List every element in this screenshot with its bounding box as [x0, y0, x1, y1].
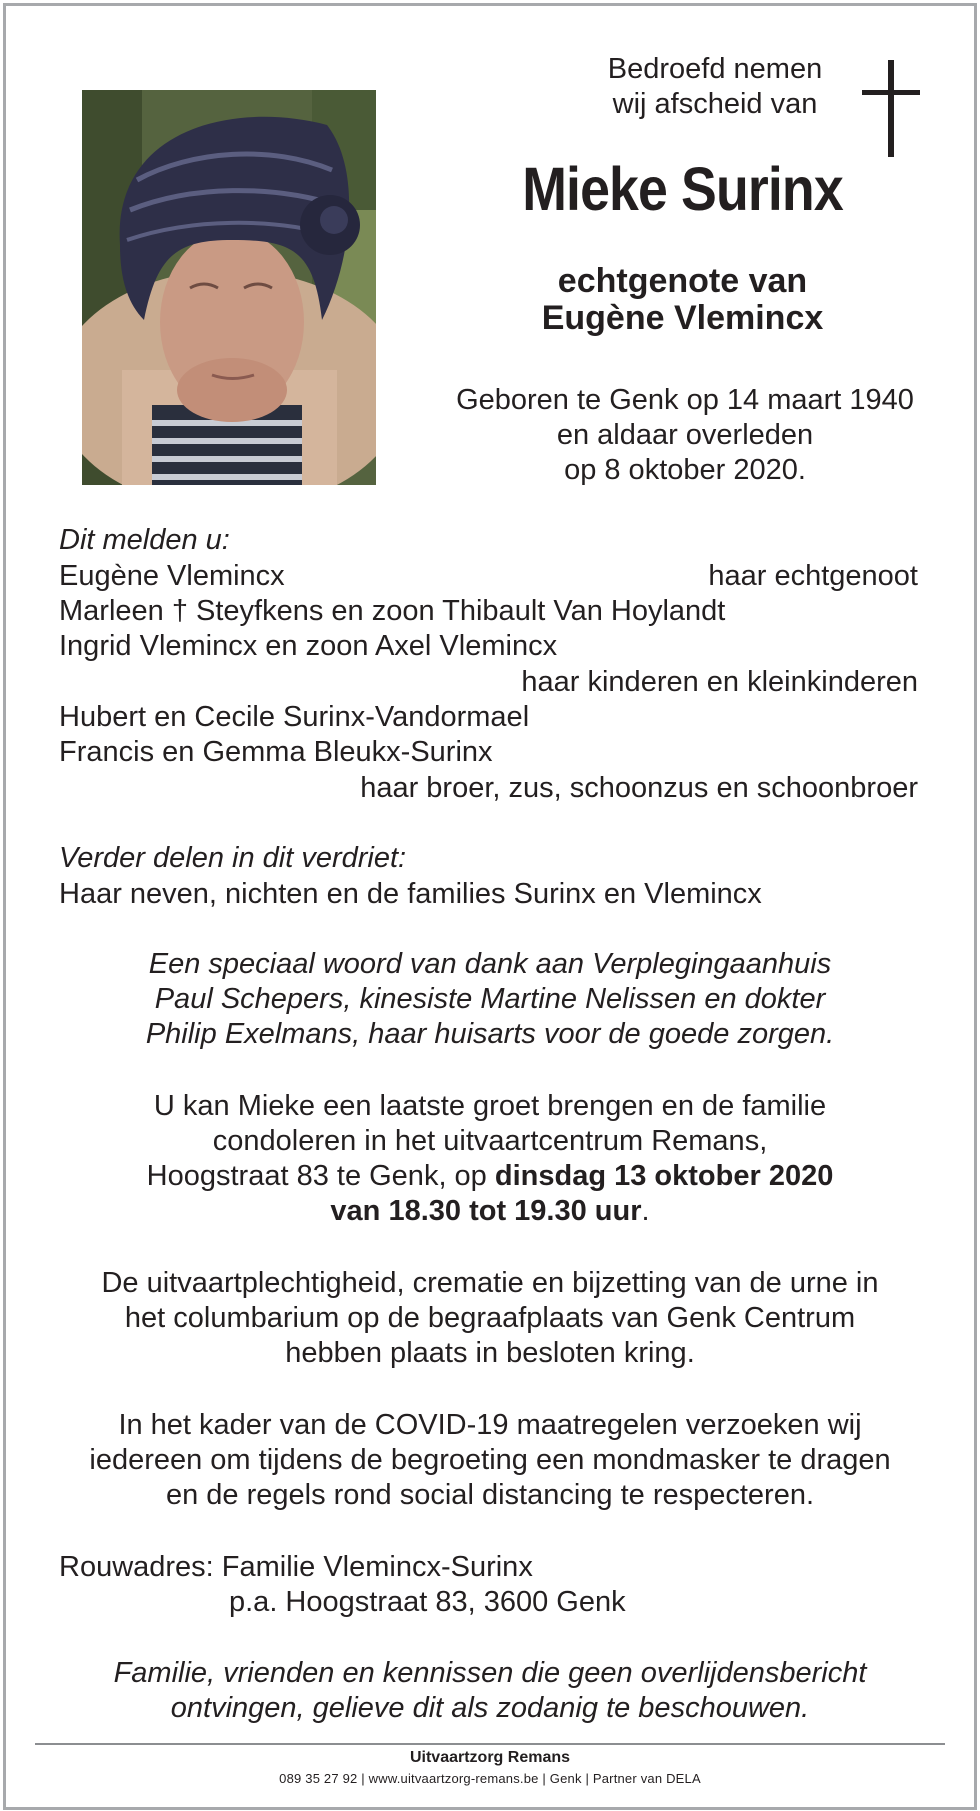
family-member: Eugène Vlemincx	[59, 560, 285, 592]
ceremony-text: De uitvaartplechtigheid, crematie en bijzetting van de urne in het columbarium op de begraafplaats van Genk Centrum hebben plaats in besloten kring.	[101, 1267, 879, 1369]
visitation-time: van 18.30 tot 19.30 uur	[330, 1195, 642, 1227]
family-member: Hubert en Cecile Surinx-Vandormael	[59, 701, 530, 733]
announced-heading: Dit melden u:	[59, 524, 230, 556]
intro-text: Bedroefd nemen wij afscheid van	[607, 53, 823, 120]
family-relation: haar echtgenoot	[708, 560, 918, 592]
birth-death-text: Geboren te Genk op 14 maart 1940 en aldaar overleden op 8 oktober 2020.	[456, 384, 914, 486]
portrait-photo	[82, 90, 376, 485]
thanks-text: Een speciaal woord van dank aan Verplegingaanhuis Paul Schepers, kinesiste Martine Nelissen en dokter Philip Exelmans, haar huisarts voor de goede zorgen.	[145, 948, 835, 1050]
funeral-home-name: Uitvaartzorg Remans	[409, 1749, 571, 1766]
spouse-text: echtgenote van Eugène Vlemincx	[541, 262, 824, 337]
visitation-date: dinsdag 13 oktober 2020	[494, 1160, 834, 1192]
family-member: Francis en Gemma Bleukx-Surinx	[59, 736, 493, 768]
covid-text: In het kader van de COVID-19 maatregelen verzoeken wij iedereen om tijdens de begroeting een mondmasker te dragen en de regels rond social distancing te respecteren.	[89, 1409, 891, 1511]
family-relation: haar broer, zus, schoonzus en schoonbroer	[360, 772, 918, 804]
closing-text: Familie, vrienden en kennissen die geen overlijdensbericht ontvingen, gelieve dit als zodanig te beschouwen.	[113, 1657, 867, 1724]
family-member: Marleen † Steyfkens en zoon Thibault Van Hoylandt	[59, 595, 726, 627]
family-relation: haar kinderen en kleinkinderen	[521, 666, 918, 698]
also-share-heading: Verder delen in dit verdriet:	[59, 842, 407, 874]
address-line: p.a. Hoogstraat 83, 3600 Genk	[229, 1586, 626, 1618]
footer-divider	[35, 1743, 945, 1745]
deceased-name: Mieke Surinx	[522, 155, 843, 223]
visitation-text: U kan Mieke een laatste groet brengen en de familie condoleren in het uitvaartcentrum Remans, Hoogstraat 83 te Genk, op dinsdag 13 oktober 2020 van 18.30 tot 19.30 uur.	[146, 1090, 834, 1227]
funeral-home-contact: 089 35 27 92 | www.uitvaartzorg-remans.be | Genk | Partner van DELA	[279, 1771, 701, 1786]
family-member: Ingrid Vlemincx en zoon Axel Vlemincx	[59, 630, 558, 662]
address-line: Rouwadres: Familie Vlemincx-Surinx	[59, 1551, 533, 1583]
also-share-text: Haar neven, nichten en de families Surinx en Vlemincx	[59, 878, 762, 910]
